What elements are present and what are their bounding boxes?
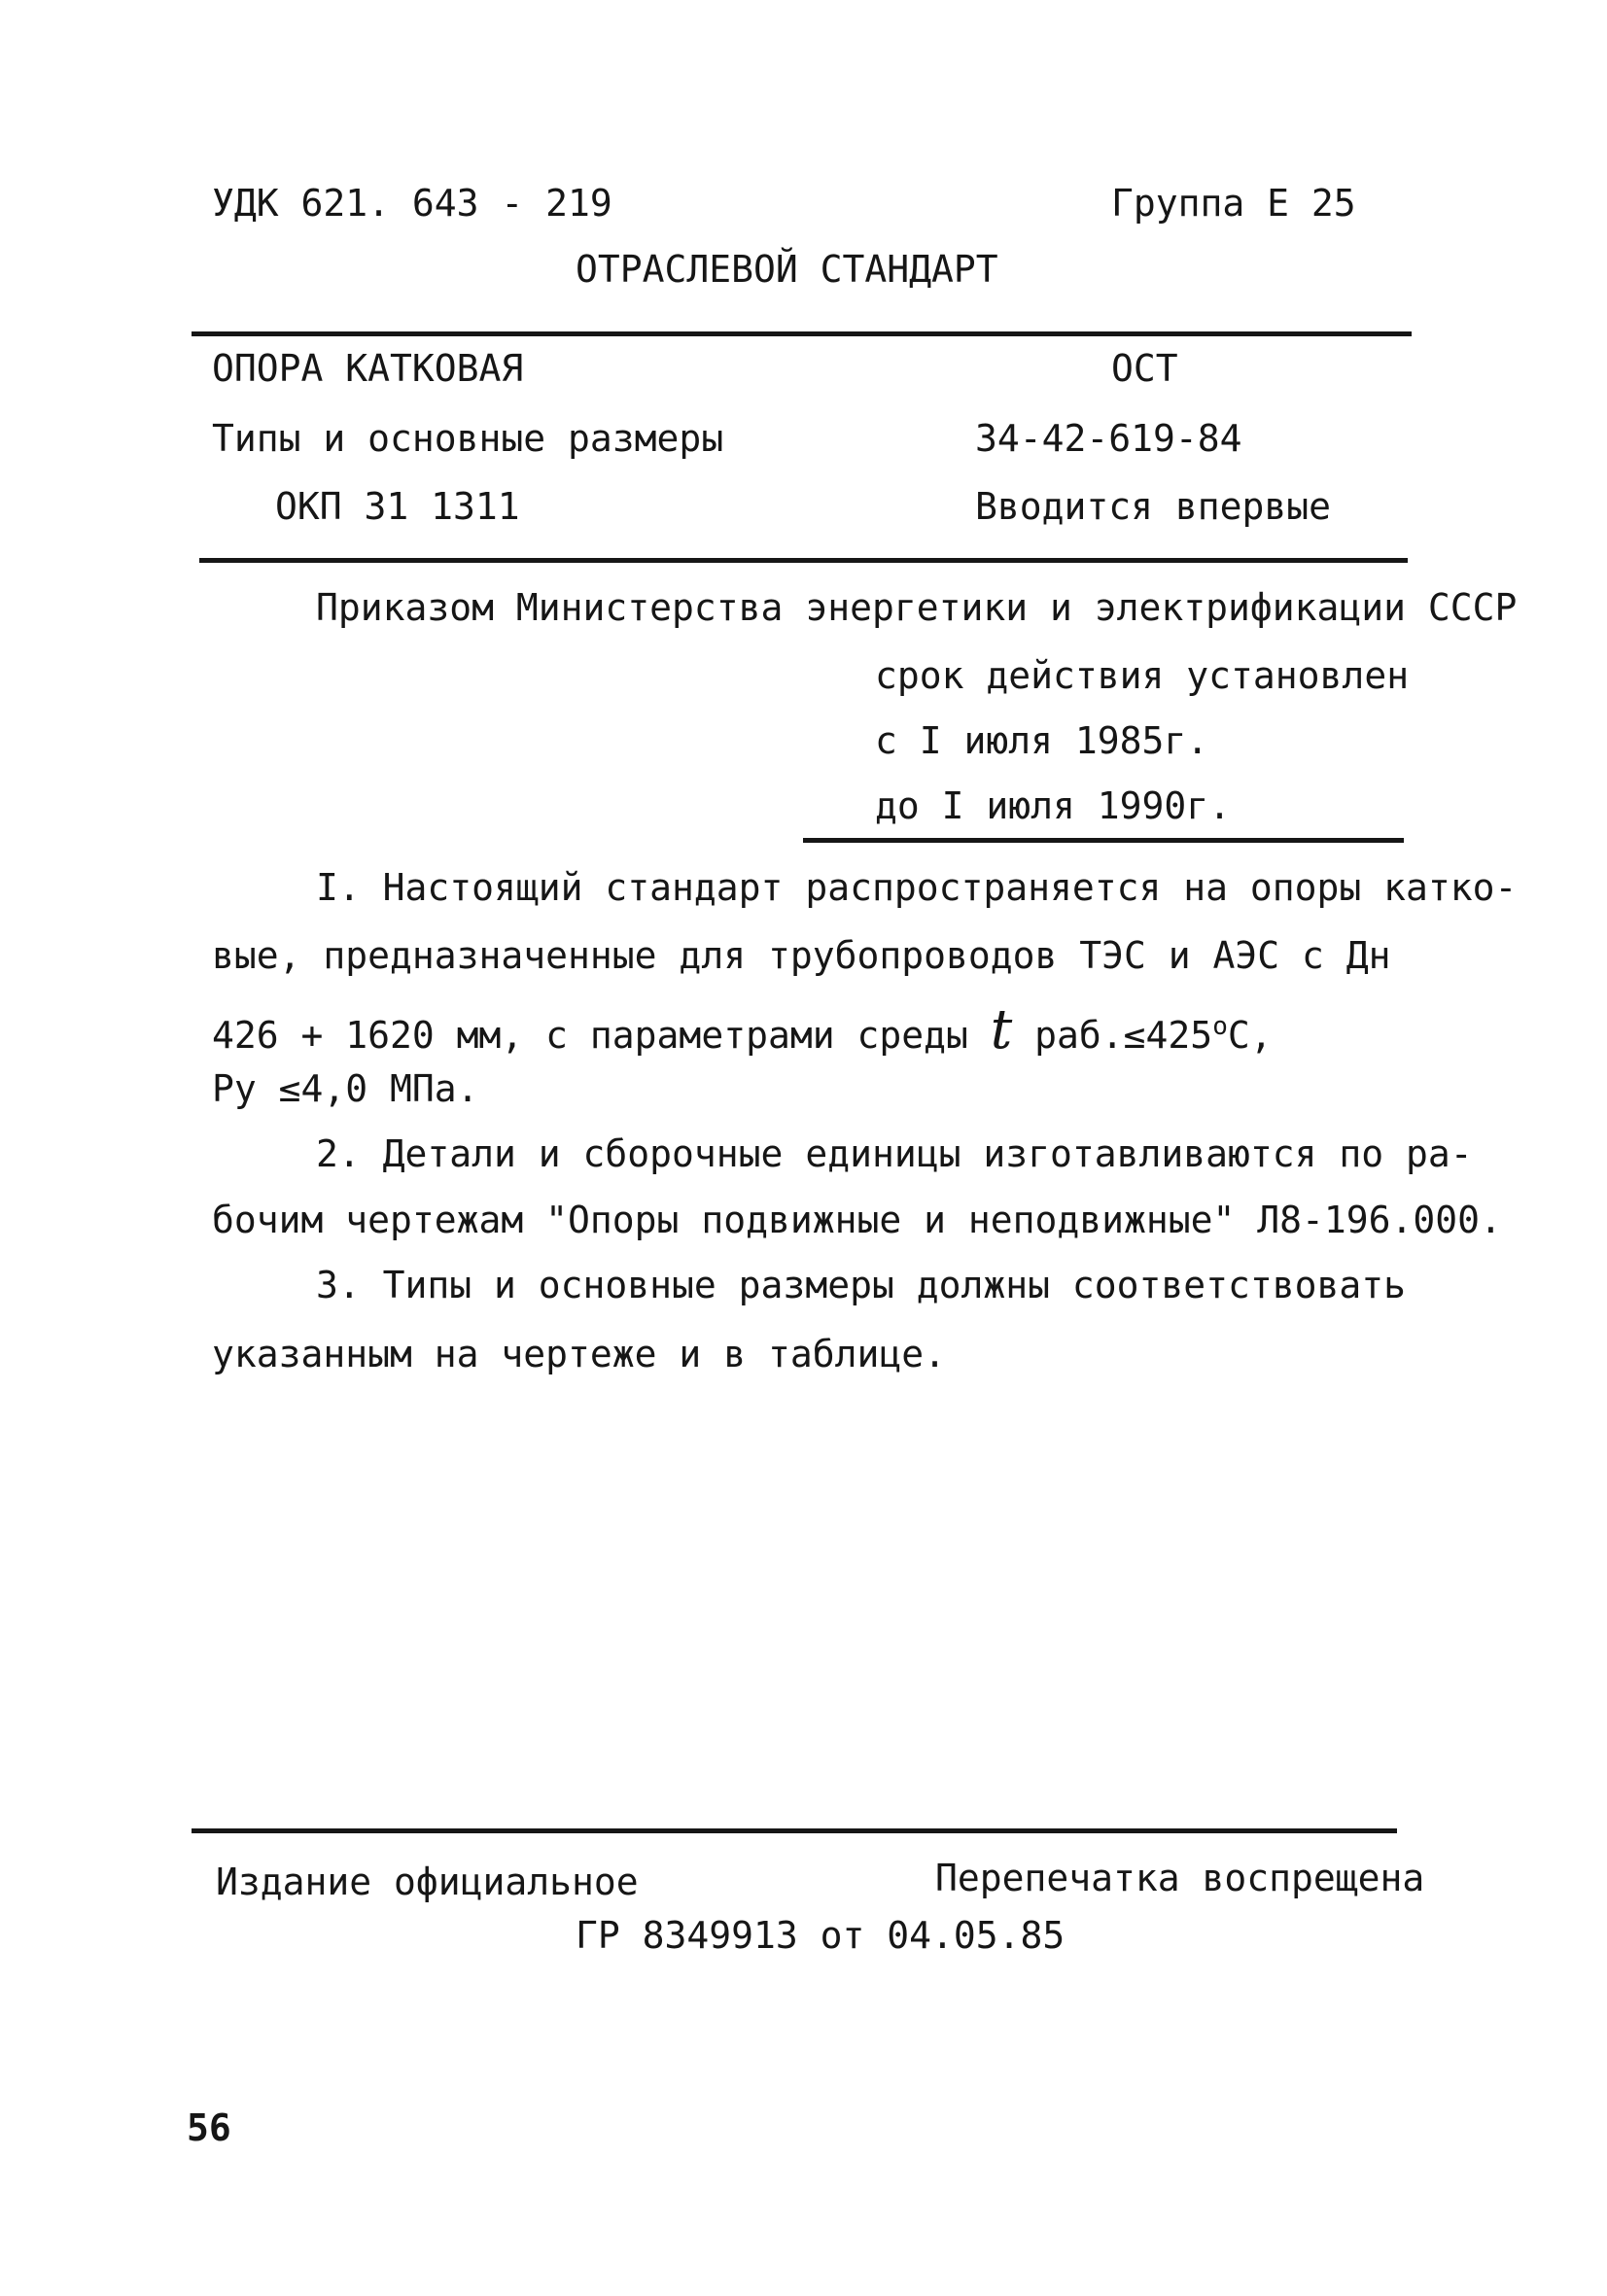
- clause-3-line-1: 3. Типы и основные размеры должны соответствовать: [316, 1264, 1407, 1306]
- clause-1-line-3-a: 426 + 1620 мм, с параметрами среды: [212, 1014, 968, 1057]
- clause-1-line-2: вые, предназначенные для трубопроводов ТЭС и АЭС с Дн: [212, 934, 1391, 977]
- clause-2-line-1: 2. Детали и сборочные единицы изготавливаются по ра-: [316, 1132, 1473, 1175]
- approval-order: Приказом Министерства энергетики и электрификации СССР: [316, 586, 1518, 629]
- standard-subtitle: Типы и основные размеры: [212, 417, 724, 460]
- introduced-note: Вводится впервые: [975, 485, 1332, 528]
- validity-to: до I июля 1990г.: [875, 784, 1232, 827]
- clause-2-line-2: бочим чертежам "Опоры подвижные и неподвижные" Л8-196.000.: [212, 1199, 1502, 1241]
- group-code: Группа Е 25: [1111, 182, 1356, 225]
- clause-3-line-2: указанным на чертеже и в таблице.: [212, 1333, 946, 1375]
- clause-1-line-1: I. Настоящий стандарт распространяется на опоры катко-: [316, 866, 1518, 909]
- clause-1-line-3-b: раб.≤425: [1034, 1014, 1213, 1057]
- approval-rule: [803, 838, 1404, 843]
- edition-note: Издание официальное: [216, 1861, 639, 1903]
- validity-from: с I июля 1985г.: [875, 719, 1209, 762]
- ost-number: 34-42-619-84: [975, 417, 1242, 460]
- validity-label: срок действия установлен: [875, 654, 1410, 697]
- okp-code: ОКП 31 1311: [275, 485, 520, 528]
- clause-1-line-4: Ру ≤4,0 МПа.: [212, 1067, 479, 1110]
- footer-rule: [192, 1828, 1397, 1833]
- top-rule: [192, 331, 1412, 336]
- page-number: 56: [187, 2106, 231, 2149]
- udc-code: УДК 621. 643 - 219: [212, 182, 612, 225]
- standard-type: ОТРАСЛЕВОЙ СТАНДАРТ: [576, 248, 998, 291]
- registration-number: ГР 8349913 от 04.05.85: [576, 1914, 1066, 1957]
- clause-1-line-3-c: С,: [1227, 1014, 1273, 1057]
- title-block-rule: [199, 558, 1408, 563]
- standard-name: ОПОРА КАТКОВАЯ: [212, 347, 524, 390]
- t-symbol: t: [990, 998, 1013, 1061]
- clause-1-line-3: [212, 998, 1273, 1061]
- reprint-note: Перепечатка воспрещена: [935, 1857, 1425, 1899]
- degree-sign: о: [1212, 1012, 1228, 1041]
- ost-label: ОСТ: [1111, 347, 1178, 390]
